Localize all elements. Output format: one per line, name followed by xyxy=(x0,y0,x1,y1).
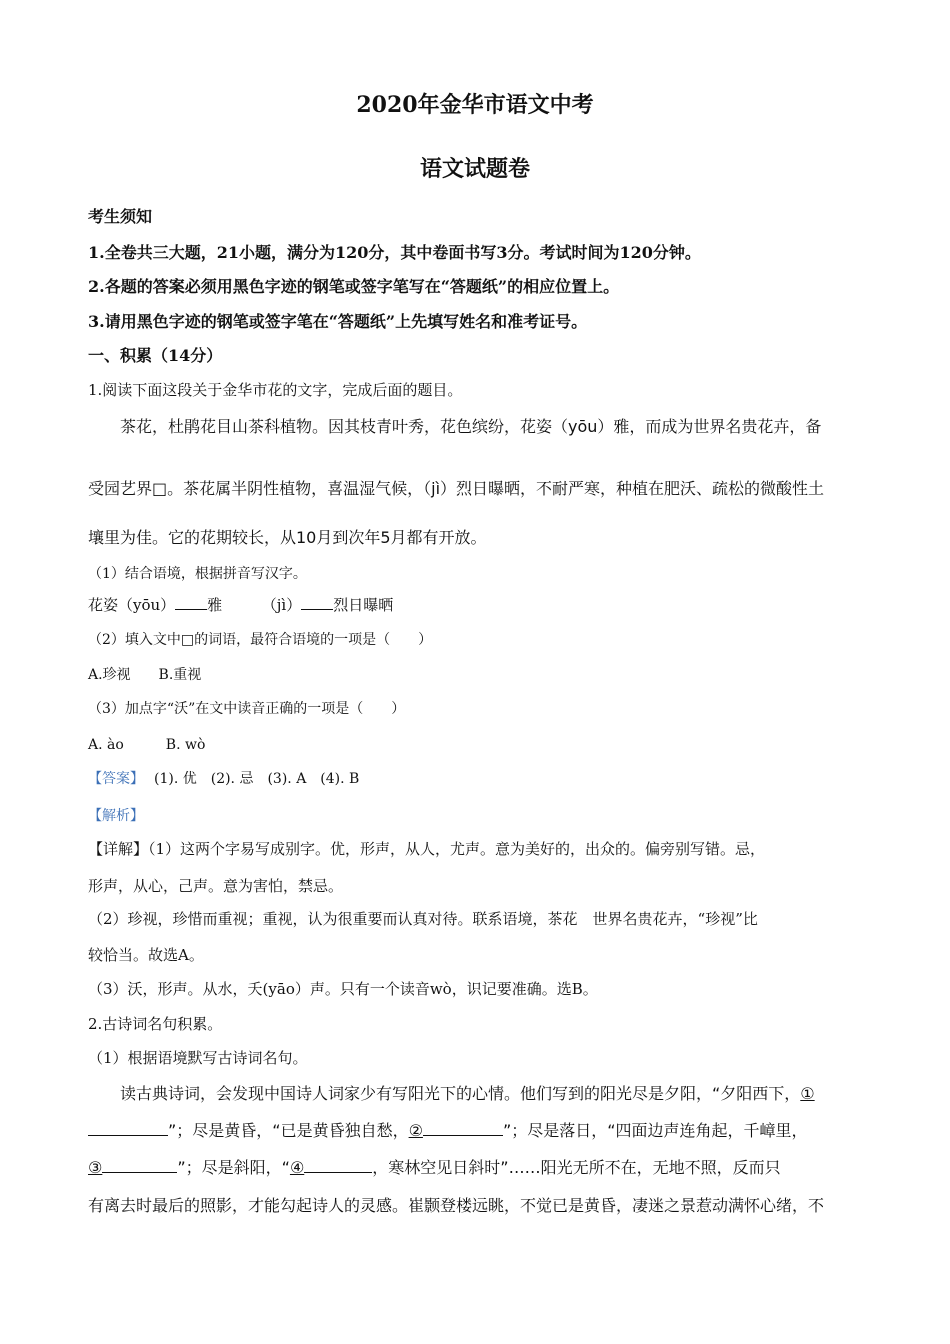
passage-text: ，寒林空见日斜时”……阳光无所不在，无地不照，反而只 xyxy=(372,1158,781,1177)
blank-number: ④ xyxy=(289,1158,305,1177)
passage-line xyxy=(120,1081,815,1104)
sub-question: （3）加点字“沃”在文中读音正确的一项是（ ） xyxy=(88,701,406,717)
passage-line: 壤里为佳。它的花期较长，从10月到次年5月都有开放。 xyxy=(88,528,487,547)
passage-text: ”；尽是落日，“四面边声连角起，千嶂里， xyxy=(502,1121,808,1140)
detail-line: 较恰当。故选A。 xyxy=(88,946,204,964)
sub-question: （1）结合语境，根据拼音写汉字。 xyxy=(88,566,307,582)
passage-line xyxy=(88,1118,808,1141)
detail-line: （2）珍视，珍惜而重视；重视，认为很重要而认真对待。联系语境，茶花 世界名贵花卉，“珍视”比 xyxy=(88,910,758,928)
passage-text: ”；尽是黄昏，“已是黄昏独自愁， xyxy=(168,1121,409,1140)
answer-blank[interactable] xyxy=(423,1120,503,1136)
section-heading: 一、积累（14分） xyxy=(88,346,223,365)
answer-blank[interactable] xyxy=(301,594,333,610)
pinyin-suffix: 雅 xyxy=(207,596,223,614)
answer-line xyxy=(88,768,359,788)
sub-question: （2）填入文中□的词语，最符合语境的一项是（ ） xyxy=(88,632,433,648)
detail-line: 【详解】（1）这两个字易写成别字。优，形声，从人，尤声。意为美好的，出众的。偏旁别写错。忌， xyxy=(88,840,766,858)
notice-item: 2.各题的答案必须用黑色字迹的钢笔或签字笔写在“答题纸”的相应位置上。 xyxy=(88,277,620,296)
pinyin-blanks xyxy=(88,594,393,615)
notice-item: 1.全卷共三大题，21小题，满分为120分，其中卷面书写3分。考试时间为120分钟。 xyxy=(88,243,701,262)
exam-title: 2020年金华市语文中考 xyxy=(356,92,594,118)
blank-number: ① xyxy=(800,1084,815,1103)
question-2-stem: 2.古诗词名句积累。 xyxy=(88,1015,223,1033)
analysis-tag: 【解析】 xyxy=(88,808,144,824)
paper-title: 语文试题卷 xyxy=(419,156,530,182)
passage-line: 茶花，杜鹃花目山茶科植物。因其枝青叶秀，花色缤纷，花姿（yōu）雅，而成为世界名贵花卉，备 xyxy=(120,417,822,436)
answer-blank[interactable] xyxy=(102,1157,177,1173)
passage-text: ”；尽是斜阳，“ xyxy=(177,1158,290,1177)
answer-blank[interactable] xyxy=(88,1120,168,1136)
pinyin-suffix: 烈日曝晒 xyxy=(333,596,394,614)
pinyin-prompt: 花姿（yōu） xyxy=(88,596,176,614)
blank-number: ③ xyxy=(88,1158,103,1177)
passage-text: 读古典诗词，会发现中国诗人词家少有写阳光下的心情。他们写到的阳光尽是夕阳，“夕阳西下， xyxy=(120,1084,801,1103)
passage-line: 有离去时最后的照影，才能勾起诗人的灵感。崔颢登楼远眺，不觉已是黄昏，凄迷之景惹动满怀心绪，不 xyxy=(88,1196,825,1215)
blank-number: ② xyxy=(408,1121,423,1140)
pinyin-prompt: （jì） xyxy=(261,596,302,614)
answer-blank[interactable] xyxy=(175,594,207,610)
notice-heading: 考生须知 xyxy=(88,207,153,226)
answer-blank[interactable] xyxy=(304,1157,372,1173)
detail-line: 形声，从心，己声。意为害怕，禁忌。 xyxy=(88,877,344,895)
answer-tag: 【答案】 xyxy=(88,771,144,787)
options: A. ào B. wò xyxy=(88,737,206,753)
answer-text: (1). 优 (2). 忌 (3). A (4). B xyxy=(154,771,360,787)
question-1-stem: 1.阅读下面这段关于金华市花的文字，完成后面的题目。 xyxy=(88,381,463,399)
notice-item: 3.请用黑色字迹的钢笔或签字笔在“答题纸”上先填写姓名和准考证号。 xyxy=(88,312,588,331)
options: A.珍视 B.重视 xyxy=(88,667,202,683)
passage-line: 受园艺界□。茶花属半阴性植物，喜温湿气候，（jì）烈日曝晒，不耐严寒，种植在肥沃、疏松的微酸性土 xyxy=(88,479,825,498)
sub-question: （1）根据语境默写古诗词名句。 xyxy=(88,1049,308,1067)
detail-line: （3）沃，形声。从水，夭(yāo）声。只有一个读音wò，识记要准确。选B。 xyxy=(88,980,598,998)
passage-line xyxy=(88,1155,781,1178)
